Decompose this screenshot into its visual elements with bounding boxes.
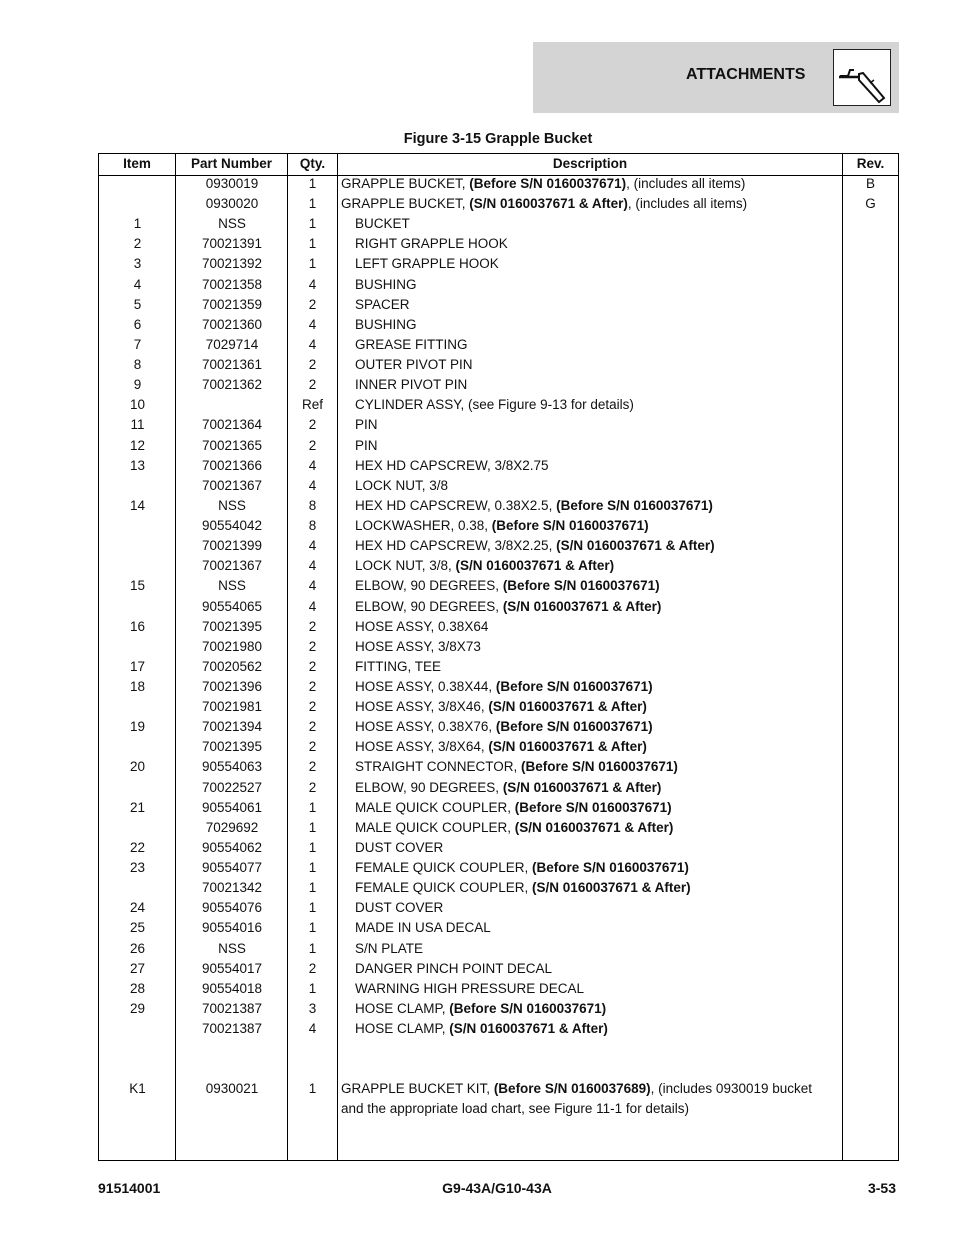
- item-number: 23: [129, 860, 146, 876]
- table-row: [99, 315, 898, 335]
- table-row: [99, 415, 898, 435]
- kit-row-continued: [99, 1099, 898, 1119]
- part-number: NSS: [218, 216, 246, 232]
- quantity: 4: [308, 578, 317, 594]
- quantity: 1: [308, 819, 317, 835]
- table-row: [99, 697, 898, 717]
- description-text: HOSE ASSY, 0.38X64: [355, 618, 489, 634]
- quantity: 2: [308, 618, 317, 634]
- description-text: GREASE FITTING: [355, 336, 468, 352]
- description-text: LOCK NUT, 3/8: [355, 477, 449, 493]
- description: [355, 395, 634, 415]
- part-number: 70021359: [201, 296, 263, 312]
- description-text: HOSE ASSY, 3/8X64,: [355, 739, 489, 755]
- description: [355, 516, 649, 536]
- description-text: LEFT GRAPPLE HOOK: [355, 256, 499, 272]
- description-tail: , (includes 0930019 bucket: [650, 1081, 813, 1096]
- table-row: [99, 355, 898, 375]
- description-text: OUTER PIVOT PIN: [355, 357, 473, 373]
- item-number: 2: [133, 236, 142, 252]
- description: [355, 254, 499, 274]
- description-text: GRAPPLE BUCKET KIT,: [341, 1081, 494, 1096]
- item-number: 27: [129, 960, 146, 976]
- table-row: [99, 878, 898, 898]
- quantity: 8: [308, 518, 317, 534]
- part-number: NSS: [218, 497, 246, 513]
- description-text: RIGHT GRAPPLE HOOK: [355, 236, 508, 252]
- description: [355, 898, 443, 918]
- description-text: BUCKET: [355, 216, 410, 232]
- description-text: LOCKWASHER, 0.38,: [355, 518, 492, 534]
- part-number: NSS: [218, 578, 246, 594]
- serial-note: (S/N 0160037671 & After): [502, 598, 662, 614]
- description: [355, 576, 660, 596]
- description: [355, 959, 552, 979]
- serial-note: (S/N 0160037671 & After): [469, 196, 628, 212]
- item-number: 16: [129, 618, 146, 634]
- part-number: 7029714: [205, 336, 259, 352]
- serial-note: (Before S/N 0160037671): [556, 497, 713, 513]
- description-text: HOSE ASSY, 3/8X46,: [355, 699, 489, 715]
- quantity: 4: [308, 1021, 317, 1037]
- part-number: 0930019: [205, 176, 259, 191]
- item-number: 21: [129, 799, 146, 815]
- item-number: 29: [129, 1000, 146, 1016]
- part-number: 0930020: [205, 196, 259, 212]
- quantity: 1: [308, 839, 317, 855]
- description-text: LOCK NUT, 3/8,: [355, 558, 456, 574]
- quantity: 2: [308, 960, 317, 976]
- part-number: 70021367: [201, 558, 263, 574]
- description: [355, 717, 653, 737]
- quantity: 1: [308, 256, 317, 272]
- quantity: 8: [308, 497, 317, 513]
- col-header-description: Description: [552, 156, 628, 171]
- description: [355, 375, 467, 395]
- item-number: 4: [133, 276, 142, 292]
- table-row: [99, 677, 898, 697]
- description: [355, 315, 417, 335]
- table-row: [99, 898, 898, 918]
- part-number: 70021394: [201, 719, 263, 735]
- description: [355, 335, 468, 355]
- table-row: [99, 194, 898, 214]
- description: [355, 737, 647, 757]
- description-text: DUST COVER: [355, 900, 444, 916]
- part-number: 90554061: [201, 799, 263, 815]
- serial-note: (S/N 0160037671 & After): [502, 779, 662, 795]
- description-text: PIN: [355, 417, 378, 433]
- quantity: 1: [308, 216, 317, 232]
- part-number: 70021387: [201, 1000, 263, 1016]
- part-number: NSS: [218, 940, 246, 956]
- description-text: DUST COVER: [355, 839, 444, 855]
- item-number: 13: [129, 457, 146, 473]
- quantity: 4: [308, 538, 317, 554]
- description: [355, 1019, 608, 1039]
- kit-row: [99, 1079, 898, 1099]
- part-number: 70021362: [201, 377, 263, 393]
- item-number: 6: [133, 316, 142, 332]
- serial-note: (Before S/N 0160037671): [532, 860, 689, 876]
- serial-note: (S/N 0160037671 & After): [455, 558, 615, 574]
- part-number: 70021365: [201, 437, 263, 453]
- quantity: 4: [308, 276, 317, 292]
- serial-note: (Before S/N 0160037671): [469, 176, 627, 191]
- quantity: 4: [308, 598, 317, 614]
- footer-doc-number: 91514001: [98, 1180, 161, 1196]
- serial-note: (S/N 0160037671 & After): [449, 1021, 608, 1037]
- description-text: HEX HD CAPSCREW, 3/8X2.25,: [355, 538, 557, 554]
- part-number: 90554016: [201, 920, 263, 936]
- description-line2: and the appropriate load chart, see Figure 11-1 for details): [341, 1101, 689, 1116]
- description: [355, 657, 441, 677]
- table-row: [99, 918, 898, 938]
- quantity: 4: [308, 558, 317, 574]
- quantity: 1: [308, 176, 317, 191]
- serial-note: (S/N 0160037671 & After): [556, 538, 715, 554]
- item-number: 22: [129, 839, 146, 855]
- description-text: ELBOW, 90 DEGREES,: [355, 598, 503, 614]
- item-number: 14: [129, 497, 146, 513]
- description-text: MALE QUICK COUPLER,: [355, 799, 515, 815]
- item-number: 25: [129, 920, 146, 936]
- item-number: 8: [133, 357, 142, 373]
- description-text: S/N PLATE: [355, 940, 424, 956]
- table-row: [99, 335, 898, 355]
- description-text: STRAIGHT CONNECTOR,: [355, 759, 522, 775]
- serial-note: (S/N 0160037671 & After): [488, 699, 647, 715]
- table-row: [99, 757, 898, 777]
- part-number: 90554065: [201, 598, 263, 614]
- table-row: [99, 234, 898, 254]
- part-number: 70021396: [201, 679, 263, 694]
- part-number: 70021392: [201, 256, 263, 272]
- description: [355, 295, 410, 315]
- part-number: 70021360: [201, 316, 263, 332]
- description: [355, 838, 443, 858]
- part-number: 90554062: [201, 839, 263, 855]
- table-row: [99, 778, 898, 798]
- part-number: 70021366: [201, 457, 263, 473]
- table-row: [99, 214, 898, 234]
- table-row: [99, 798, 898, 818]
- item-number: 19: [129, 719, 146, 735]
- col-header-rev: Rev.: [856, 156, 885, 171]
- serial-note: (Before S/N 0160037671): [514, 799, 672, 815]
- description-text: GRAPPLE BUCKET,: [341, 176, 470, 191]
- table-row: [99, 275, 898, 295]
- item-number: 5: [133, 296, 142, 312]
- description-text: HOSE ASSY, 0.38X44,: [355, 679, 496, 694]
- part-number: 90554077: [201, 860, 263, 876]
- table-row: [99, 939, 898, 959]
- description-text: ELBOW, 90 DEGREES,: [355, 578, 503, 594]
- part-number: 70021395: [201, 739, 263, 755]
- quantity: 3: [308, 1000, 317, 1016]
- quantity: 2: [308, 739, 317, 755]
- part-number: 70021981: [201, 699, 263, 715]
- section-title: ATTACHMENTS: [686, 66, 806, 83]
- description-text: FITTING, TEE: [355, 658, 442, 674]
- part-number: 70021399: [201, 538, 263, 554]
- description-text: MADE IN USA DECAL: [355, 920, 491, 936]
- quantity: 4: [308, 477, 317, 493]
- table-row: [99, 395, 898, 415]
- part-number: 70021387: [201, 1021, 263, 1037]
- quantity: 2: [308, 377, 317, 393]
- parts-table: [98, 153, 899, 1161]
- description-text: INNER PIVOT PIN: [355, 377, 468, 393]
- part-number: 70021367: [201, 477, 263, 493]
- attachment-icon: [833, 49, 891, 106]
- serial-note: (S/N 0160037671 & After): [514, 819, 674, 835]
- description: [355, 436, 378, 456]
- quantity: 2: [308, 296, 317, 312]
- table-row: [99, 858, 898, 878]
- table-row: [99, 295, 898, 315]
- col-header-qty: Qty.: [299, 156, 326, 171]
- item-number: 3: [133, 256, 142, 272]
- description: [355, 979, 584, 999]
- item-number: 7: [133, 336, 142, 352]
- table-row: [99, 999, 898, 1019]
- part-number: 90554063: [201, 759, 263, 775]
- part-number: 70021395: [201, 618, 263, 634]
- part-number: 90554042: [201, 518, 263, 534]
- part-number: 70021361: [201, 357, 263, 373]
- table-row: [99, 576, 898, 596]
- description: [341, 1079, 812, 1099]
- part-number: 70021342: [201, 880, 263, 896]
- description-text: HEX HD CAPSCREW, 3/8X2.75: [355, 457, 549, 473]
- description-text: WARNING HIGH PRESSURE DECAL: [355, 980, 585, 996]
- serial-note: (Before S/N 0160037689): [493, 1081, 651, 1096]
- quantity: 4: [308, 457, 317, 473]
- item-number: K1: [129, 1081, 146, 1096]
- quantity: 2: [308, 417, 317, 433]
- description: [355, 355, 473, 375]
- description-text: BUSHING: [355, 276, 417, 292]
- description-text: HEX HD CAPSCREW, 0.38X2.5,: [355, 497, 557, 513]
- table-row: [99, 717, 898, 737]
- item-number: 20: [129, 759, 146, 775]
- quantity: 2: [308, 719, 317, 735]
- description: [355, 556, 614, 576]
- table-row: [99, 637, 898, 657]
- serial-note: (Before S/N 0160037671): [521, 759, 678, 775]
- table-row: [99, 375, 898, 395]
- description-text: BUSHING: [355, 316, 417, 332]
- part-number: 90554017: [201, 960, 263, 976]
- part-number: 7029692: [205, 819, 259, 835]
- description: [355, 536, 715, 556]
- description: [355, 999, 606, 1019]
- description-text: FEMALE QUICK COUPLER,: [355, 860, 533, 876]
- item-number: 15: [129, 578, 146, 594]
- quantity: 4: [308, 316, 317, 332]
- description: [355, 757, 678, 777]
- table-row: [99, 556, 898, 576]
- table-row: [99, 436, 898, 456]
- part-number: 70021391: [201, 236, 263, 252]
- description-text: DANGER PINCH POINT DECAL: [355, 960, 553, 976]
- description-text: PIN: [355, 437, 378, 453]
- description: [355, 617, 488, 637]
- table-row: [99, 536, 898, 556]
- quantity: 2: [308, 679, 317, 694]
- quantity: 1: [308, 880, 317, 896]
- item-number: 10: [129, 397, 146, 413]
- item-number: 26: [129, 940, 146, 956]
- serial-note: (Before S/N 0160037671): [495, 719, 653, 735]
- description: [355, 597, 661, 617]
- quantity: 1: [308, 236, 317, 252]
- quantity: 2: [308, 437, 317, 453]
- description: [355, 918, 491, 938]
- description-text: FEMALE QUICK COUPLER,: [355, 880, 533, 896]
- description: [355, 456, 549, 476]
- table-row: [99, 959, 898, 979]
- part-number: 70021358: [201, 276, 263, 292]
- description: [355, 858, 689, 878]
- item-number: 11: [130, 417, 145, 433]
- description: [355, 415, 378, 435]
- quantity: 1: [308, 799, 317, 815]
- description: [355, 214, 410, 234]
- table-row: [99, 456, 898, 476]
- table-row: [99, 657, 898, 677]
- description-tail: , (includes all items): [626, 176, 746, 191]
- item-number: 28: [129, 980, 146, 996]
- table-row: [99, 496, 898, 516]
- figure-title-text: Figure 3-15 Grapple Bucket: [403, 131, 593, 147]
- col-header-part-number: Part Number: [190, 156, 273, 171]
- description: [355, 275, 417, 295]
- quantity: 2: [308, 638, 317, 654]
- item-number: 9: [133, 377, 142, 393]
- item-number: 24: [129, 900, 146, 916]
- table-row: [99, 617, 898, 637]
- quantity: Ref: [301, 397, 323, 413]
- description-text: HOSE CLAMP,: [355, 1021, 450, 1037]
- part-number: 70021980: [201, 638, 263, 654]
- table-row: [99, 254, 898, 274]
- description: [355, 798, 672, 818]
- table-row: [99, 818, 898, 838]
- quantity: 2: [308, 357, 317, 373]
- revision: B: [865, 176, 875, 191]
- description: [355, 476, 448, 496]
- description: [355, 818, 673, 838]
- item-number: 12: [129, 437, 146, 453]
- part-number: 70022527: [201, 779, 263, 795]
- part-number: 90554076: [201, 900, 263, 916]
- serial-note: (Before S/N 0160037671): [449, 1000, 607, 1016]
- description-text: CYLINDER ASSY, (see Figure 9-13 for details): [355, 397, 634, 413]
- description: [355, 878, 691, 898]
- description: [355, 496, 713, 516]
- quantity: 2: [308, 699, 317, 715]
- description: [355, 234, 508, 254]
- footer-model-text: G9-43A/G10-43A: [442, 1180, 552, 1196]
- description: [355, 697, 647, 717]
- table-row: [99, 979, 898, 999]
- table-row: [99, 838, 898, 858]
- figure-title: [0, 131, 954, 147]
- quantity: 1: [308, 920, 317, 936]
- table-row: [99, 476, 898, 496]
- revision: G: [865, 196, 876, 212]
- table-row: [99, 1019, 898, 1039]
- quantity: 2: [308, 658, 317, 674]
- item-number: 17: [129, 658, 146, 674]
- quantity: 1: [308, 940, 317, 956]
- table-row: [99, 737, 898, 757]
- description: [341, 194, 747, 214]
- description-text: ELBOW, 90 DEGREES,: [355, 779, 503, 795]
- part-number: 0930021: [205, 1081, 259, 1096]
- part-number: 90554018: [201, 980, 263, 996]
- quantity: 1: [308, 1081, 317, 1096]
- description: [355, 637, 481, 657]
- quantity: 1: [308, 196, 317, 212]
- quantity: 1: [308, 860, 317, 876]
- description: [355, 939, 423, 959]
- quantity: 1: [308, 900, 317, 916]
- quantity: 1: [308, 980, 317, 996]
- description: [355, 778, 661, 798]
- description-text: HOSE ASSY, 0.38X76,: [355, 719, 496, 735]
- quantity: 2: [308, 779, 317, 795]
- description-text: SPACER: [355, 296, 410, 312]
- serial-note: (Before S/N 0160037671): [495, 679, 653, 694]
- description-text: MALE QUICK COUPLER,: [355, 819, 515, 835]
- col-header-item: Item: [123, 156, 151, 171]
- item-number: 1: [133, 216, 142, 232]
- table-row: [99, 597, 898, 617]
- description-tail: , (includes all items): [627, 196, 748, 212]
- footer-page-number: 3-53: [867, 1180, 896, 1196]
- description-text: HOSE CLAMP,: [355, 1000, 450, 1016]
- footer-model: [0, 1180, 954, 1196]
- table-row: [99, 174, 898, 194]
- quantity: 4: [308, 336, 317, 352]
- serial-note: (Before S/N 0160037671): [491, 518, 649, 534]
- serial-note: (S/N 0160037671 & After): [488, 739, 647, 755]
- part-number: 70020562: [201, 658, 263, 674]
- serial-note: (Before S/N 0160037671): [502, 578, 660, 594]
- description: [355, 677, 653, 697]
- item-number: 18: [129, 679, 146, 694]
- part-number: 70021364: [201, 417, 263, 433]
- serial-note: (S/N 0160037671 & After): [532, 880, 691, 896]
- description: [341, 174, 745, 194]
- description-text: HOSE ASSY, 3/8X73: [355, 638, 481, 654]
- table-row: [99, 516, 898, 536]
- description-text: GRAPPLE BUCKET,: [341, 196, 470, 212]
- quantity: 2: [308, 759, 317, 775]
